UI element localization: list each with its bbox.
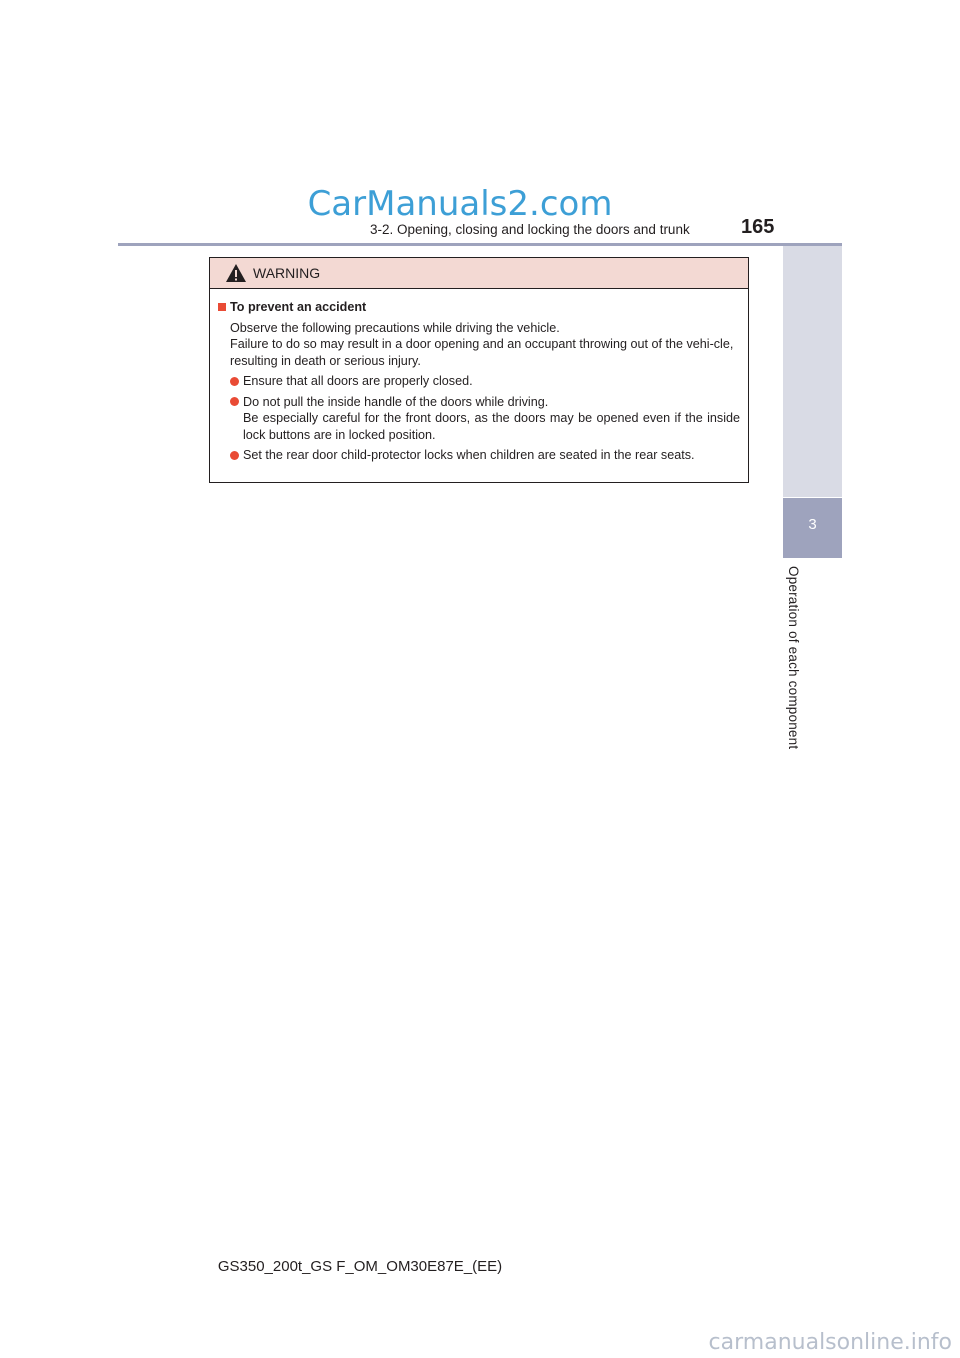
- square-bullet-icon: [218, 303, 226, 311]
- list-item: [218, 394, 740, 444]
- warning-heading: To prevent an accident: [230, 300, 367, 314]
- watermark-logo: CarManuals2.com: [307, 184, 613, 224]
- chapter-tab[interactable]: [783, 498, 842, 558]
- section-title: 3-2. Opening, closing and locking the doors and trunk: [370, 222, 690, 237]
- header-rule: [118, 243, 842, 246]
- warning-label: WARNING: [253, 265, 321, 281]
- bullet-dot-icon: [230, 377, 239, 386]
- bullet-text: [243, 394, 740, 444]
- warning-box: [209, 257, 749, 483]
- chapter-label: Operation of each component: [786, 566, 801, 750]
- page-number: 165: [741, 216, 775, 238]
- bullet-text: Set the rear door child-protector locks when children are seated in the rear seats.: [243, 448, 695, 462]
- watermark-footer: carmanualsonline.info: [708, 1330, 952, 1355]
- warning-intro-line1: Observe the following precautions while driving the vehicle.: [230, 320, 560, 335]
- warning-triangle-icon: [225, 263, 247, 283]
- bullet-dot-icon: [230, 397, 239, 406]
- bullet-dot-icon: [230, 451, 239, 460]
- list-item: [218, 447, 740, 464]
- bullet-text: Ensure that all doors are properly closed.: [243, 374, 473, 388]
- chapter-number: 3: [808, 516, 817, 533]
- warning-body: [210, 289, 748, 464]
- warning-intro-line2: Failure to do so may result in a door opening and an occupant throwing out of the vehi-cle, resulting in death or serious injury.: [230, 337, 734, 368]
- bullet-text-line1: Do not pull the inside handle of the doors while driving.: [243, 394, 549, 409]
- warning-heading-row: [218, 299, 740, 316]
- side-rule: [783, 246, 842, 497]
- warning-header: [210, 258, 748, 289]
- bullet-text-line2: Be especially careful for the front doors, as the doors may be opened even if the inside lock buttons are in locked position.: [243, 411, 740, 442]
- warning-intro: [218, 320, 740, 370]
- document-code: GS350_200t_GS F_OM_OM30E87E_(EE): [217, 1258, 503, 1275]
- list-item: [218, 373, 740, 390]
